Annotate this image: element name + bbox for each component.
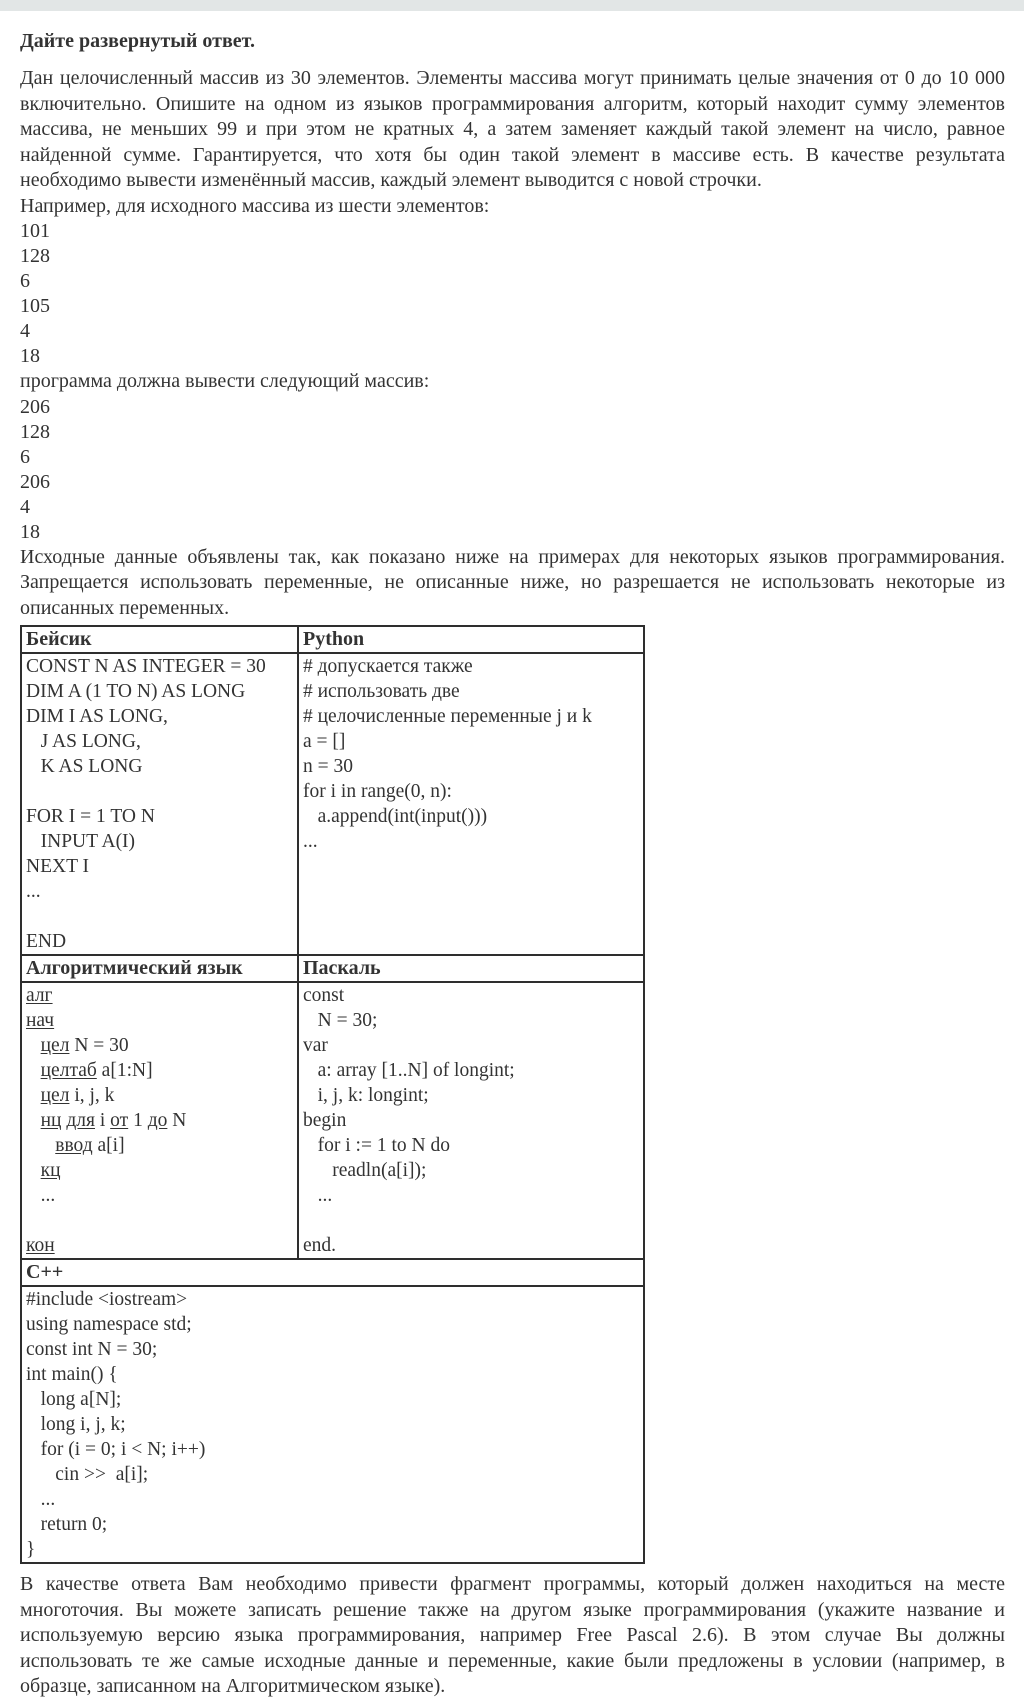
code-line [26,829,293,854]
code-line [26,804,293,829]
code-text: ... [26,1185,56,1206]
table-code-row [21,982,644,1259]
code-text: a.append(int(input())) [303,806,488,827]
array-value: 6 [20,445,30,468]
code-line [26,1133,293,1158]
array-value: 101 [20,220,50,242]
declaration-note-paragraph: Исходные данные объявлены так, как показано ниже на примерах для некоторых языков программирования. Запрещается использовать переменные, не описанные ниже, но разрешается не использовать некоторые из описанных переменных. [20,545,1005,619]
code-line [26,654,293,679]
code-cell-algo [21,982,298,1259]
example-output-label: программа должна вывести следующий массив: [20,370,430,392]
code-keyword: нач [26,1010,55,1031]
code-text: const int N = 30; [26,1339,158,1360]
code-line [26,1158,293,1183]
code-keyword: цел [40,1085,70,1106]
code-line [26,1537,639,1562]
code-keyword: кц [40,1160,61,1181]
code-text: } [26,1539,36,1560]
array-value: 18 [20,345,40,367]
code-text [26,1060,41,1081]
code-text [26,1160,41,1181]
code-cell-basic [21,653,298,955]
code-text: ... [303,831,318,852]
code-text: # допускается также [303,656,473,677]
code-keyword: от [110,1110,129,1131]
code-line [303,829,639,854]
code-line [26,1083,293,1108]
example-input-label: Например, для исходного массива из шести элементов: [20,194,490,217]
code-text: DIM A (1 TO N) AS LONG [26,681,246,702]
code-line [26,1512,639,1537]
code-text: N [167,1110,187,1131]
table-header-row [21,955,644,982]
code-line [26,854,293,879]
code-line [303,1133,639,1158]
code-line [26,779,293,804]
top-gray-bar [0,0,1024,11]
code-keyword: нц [40,1110,62,1131]
code-cell-pascal [298,982,644,1259]
task-intro-paragraph: Дан целочисленный массив из 30 элементов. Элементы массива могут принимать целые значения от 0 до 10 000 включительно. Опишите на одном из языков программирования алгоритм, который находит сумму элементов массива, не меньших 99 и при этом не кратных 4, а затем заменяет каждый такой элемент на число, равное найденной сумме. Гарантируется, что хотя бы один такой элемент в массиве есть. В качестве результата необходимо вывести изменённый массив, каждый элемент выводится с новой строчки. [20,67,1005,191]
page-title: Дайте развернутый ответ. [20,30,255,52]
code-samples-table [20,625,645,1564]
code-line [303,1058,639,1083]
table-header-row [21,1259,644,1286]
code-text: readln(a[i]); [303,1160,427,1181]
code-line [303,804,639,829]
code-line [26,679,293,704]
code-text: using namespace std; [26,1314,192,1335]
array-value: 206 [20,470,50,493]
code-text: 1 [128,1110,148,1131]
code-text: cin >> a[i]; [26,1464,149,1485]
code-text: long i, j, k; [26,1414,126,1435]
code-text: i, j, k: longint; [303,1085,429,1106]
code-line [303,1233,639,1258]
code-line [26,1362,639,1387]
code-text: for i := 1 to N do [303,1135,450,1156]
code-text: i, j, k [69,1085,115,1106]
code-line [26,1058,293,1083]
code-line [26,929,293,954]
code-line [303,704,639,729]
code-keyword: для [66,1110,95,1131]
code-line [26,1233,293,1258]
code-text: DIM I AS LONG, [26,706,168,727]
array-value: 105 [20,295,50,317]
code-line [26,754,293,779]
code-text: J AS LONG, [26,731,141,752]
code-text: # использовать две [303,681,460,702]
table-code-row [21,1286,644,1563]
code-line [303,1108,639,1133]
code-line [303,1158,639,1183]
table-header-row [21,626,644,653]
lang-header-cpp: C++ [21,1259,644,1286]
code-text: FOR I = 1 TO N [26,806,155,827]
code-line [303,1033,639,1058]
array-value: 206 [20,395,50,418]
code-text: a = [] [303,731,346,752]
code-line [26,704,293,729]
code-text: K AS LONG [26,756,143,777]
code-line [303,679,639,704]
answer-instructions-paragraph: В качестве ответа Вам необходимо привести фрагмент программы, который должен находиться на месте многоточия. Вы можете записать решение также на другом языке программирования (укажите название и используемую версию языка программирования, например Free Pascal 2.6). В этом случае Вы должны использовать те же самые исходные данные и переменные, какие были предложены в условии (например, в образце, записанном на Алгоритмическом языке). [20,1573,1005,1697]
code-text: N = 30 [69,1035,129,1056]
code-keyword: ввод [55,1135,93,1156]
code-text [26,1035,41,1056]
code-text: # целочисленные переменные j и k [303,706,592,727]
code-text: n = 30 [303,756,353,777]
lang-header-basic: Бейсик [21,626,298,653]
code-text [26,1085,41,1106]
code-text [26,1135,55,1156]
code-text: CONST N AS INTEGER = 30 [26,656,266,677]
array-value: 18 [20,520,40,543]
code-line [26,1287,639,1312]
code-text: var [303,1035,328,1056]
code-text: ... [26,1489,56,1510]
code-text: long a[N]; [26,1389,122,1410]
code-text: #include <iostream> [26,1289,188,1310]
code-line [26,1208,293,1233]
code-line [26,1437,639,1462]
code-line [26,1387,639,1412]
code-text: a: array [1..N] of longint; [303,1060,515,1081]
code-text: end. [303,1235,337,1256]
array-value: 6 [20,270,30,292]
code-line [26,1108,293,1133]
code-keyword: алг [26,985,53,1006]
table-code-row [21,653,644,955]
example-input-array [20,219,1005,369]
code-line [26,1462,639,1487]
code-line [303,1208,639,1233]
code-line [26,1183,293,1208]
code-text: const [303,985,345,1006]
code-text: a[1:N] [96,1060,153,1081]
code-text: begin [303,1110,347,1131]
code-line [303,1008,639,1033]
code-keyword: до [147,1110,168,1131]
code-line [303,1083,639,1108]
code-keyword: цел [40,1035,70,1056]
code-text: END [26,931,67,952]
code-line [26,1312,639,1337]
code-line [26,904,293,929]
code-text: ... [26,881,41,902]
code-text [26,1110,41,1131]
code-line [26,1033,293,1058]
code-line [26,1412,639,1437]
document-body [0,28,1024,1700]
array-value: 4 [20,495,30,518]
code-cell-python [298,653,644,955]
code-line [26,983,293,1008]
code-line [303,754,639,779]
code-line [26,1008,293,1033]
code-text: return 0; [26,1514,108,1535]
code-line [26,729,293,754]
code-line [303,1183,639,1208]
array-value: 4 [20,320,30,342]
code-text: INPUT A(I) [26,831,136,852]
code-text: for (i = 0; i < N; i++) [26,1439,206,1460]
code-line [303,729,639,754]
code-text: ... [303,1185,333,1206]
code-line [303,654,639,679]
code-line [303,779,639,804]
code-line [303,983,639,1008]
code-text: int main() { [26,1364,118,1385]
array-value: 128 [20,245,50,267]
code-cell-cpp [21,1286,644,1563]
code-text: for i in range(0, n): [303,781,452,802]
code-text: N = 30; [303,1010,378,1031]
code-line [26,1487,639,1512]
code-text: NEXT I [26,856,90,877]
code-line [26,1337,639,1362]
example-output-array [20,395,1005,545]
array-value: 128 [20,420,50,443]
code-text: a[i] [92,1135,125,1156]
code-keyword: целтаб [40,1060,97,1081]
code-keyword: кон [26,1235,55,1256]
lang-header-pascal: Паскаль [298,955,644,982]
lang-header-python: Python [298,626,644,653]
code-text: i [95,1110,111,1131]
code-line [26,879,293,904]
lang-header-algo: Алгоритмический язык [21,955,298,982]
